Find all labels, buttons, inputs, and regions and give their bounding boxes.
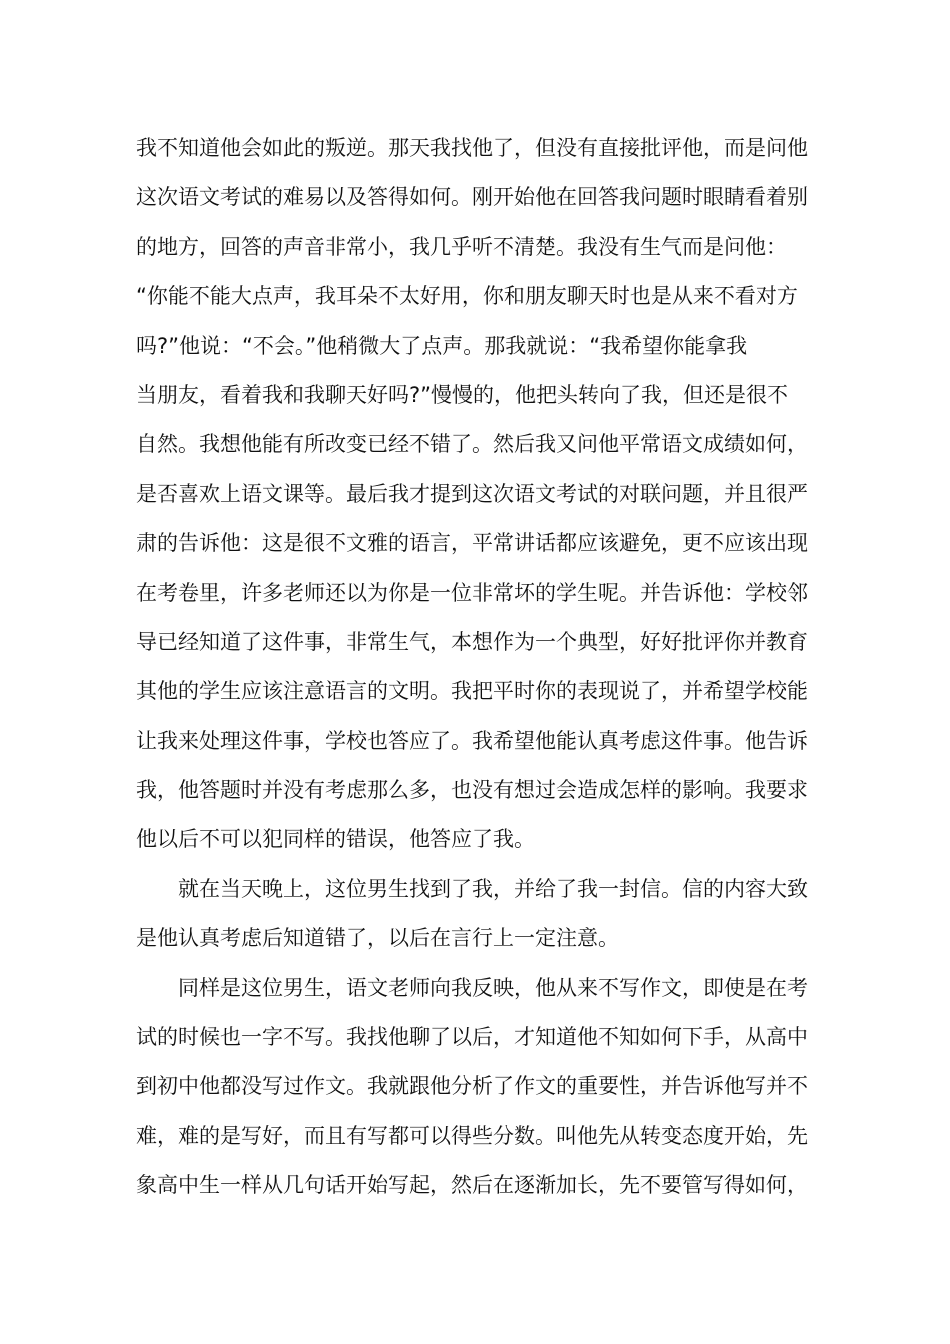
text-line: 其他的学生应该注意语言的文明。我把平时你的表现说了，并希望学校能 bbox=[136, 679, 808, 704]
text-line: 我不知道他会如此的叛逆。那天我找他了，但没有直接批评他，而是问他 bbox=[136, 136, 808, 160]
text-line: 吗?”他说：“不会。”他稍微大了点声。那我就说：“我希望你能拿我 bbox=[136, 333, 748, 358]
text-line: 让我来处理这件事，学校也答应了。我希望他能认真考虑这件事。他告诉 bbox=[136, 728, 808, 753]
text-line: 是他认真考虑后知道错了，以后在言行上一定注意。 bbox=[136, 926, 619, 951]
text-line: 难，难的是写好，而且有写都可以得些分数。叫他先从转变态度开始，先 bbox=[136, 1123, 808, 1148]
text-line: 他以后不可以犯同样的错误，他答应了我。 bbox=[136, 827, 535, 852]
text-line: 当朋友，看着我和我聊天好吗?”慢慢的，他把头转向了我，但还是很不 bbox=[136, 382, 789, 407]
text-line: 试的时候也一字不写。我找他聊了以后，才知道他不知如何下手，从高中 bbox=[136, 1025, 808, 1050]
text-line: 是否喜欢上语文课等。最后我才提到这次语文考试的对联问题，并且很严 bbox=[136, 481, 808, 506]
text-line: 我，他答题时并没有考虑那么多，也没有想过会造成怎样的影响。我要求 bbox=[136, 778, 808, 803]
text-line: 导已经知道了这件事，非常生气，本想作为一个典型，好好批评你并教育 bbox=[136, 629, 808, 654]
text-line: 自然。我想他能有所改变已经不错了。然后我又问他平常语文成绩如何， bbox=[136, 432, 808, 457]
text-line: 到初中他都没写过作文。我就跟他分析了作文的重要性，并告诉他写并不 bbox=[136, 1074, 808, 1099]
text-line: 的地方，回答的声音非常小，我几乎听不清楚。我没有生气而是问他： bbox=[136, 234, 787, 259]
text-line: 肃的告诉他：这是很不文雅的语言，平常讲话都应该避免，更不应该出现 bbox=[136, 531, 808, 556]
paragraph-start-line: 就在当天晚上，这位男生找到了我，并给了我一封信。信的内容大致 bbox=[178, 876, 808, 901]
text-line: 象高中生一样从几句话开始写起，然后在逐渐加长，先不要管写得如何， bbox=[136, 1173, 808, 1198]
body-text bbox=[136, 124, 820, 1211]
text-line: 在考卷里，许多老师还以为你是一位非常坏的学生呢。并告诉他：学校邻 bbox=[136, 580, 808, 605]
paragraph-start-line: 同样是这位男生，语文老师向我反映，他从来不写作文，即使是在考 bbox=[178, 975, 808, 1000]
text-line: “你能不能大点声，我耳朵不太好用，你和朋友聊天时也是从来不看对方 bbox=[136, 284, 798, 309]
text-line: 这次语文考试的难易以及答得如何。刚开始他在回答我问题时眼睛看着别 bbox=[136, 185, 808, 210]
